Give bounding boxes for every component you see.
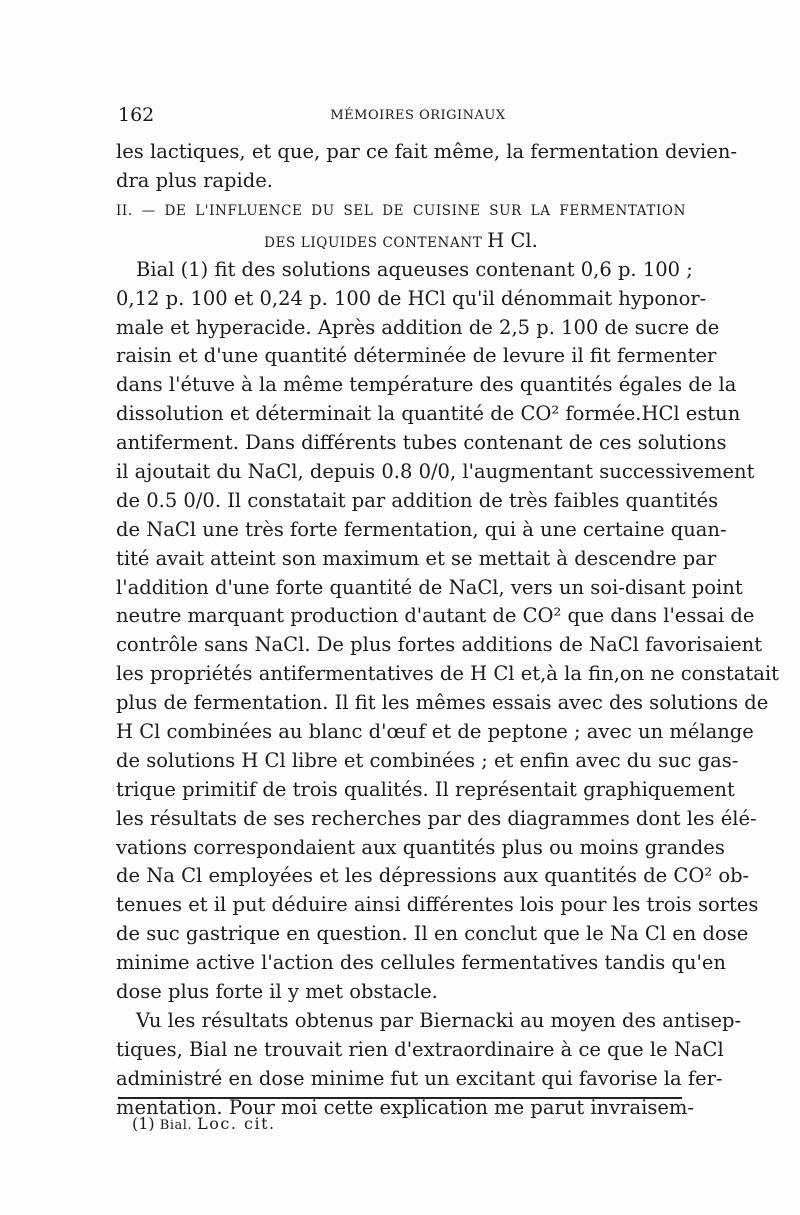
text-line: de suc gastrique en question. Il en conclut que le Na Cl en dose <box>116 922 749 946</box>
text-line: il ajoutait du NaCl, depuis 0.8 0/0, l'augmentant successivement <box>116 460 755 484</box>
text-line: Vu les résultats obtenus par Biernacki au moyen des antisep- <box>136 1008 742 1032</box>
footnote-divider <box>118 1097 682 1099</box>
text-line: vations correspondaient aux quantités plus ou moins grandes <box>116 835 725 859</box>
text-line: dans l'étuve à la même température des quantités égales de la <box>116 373 737 397</box>
section-title: II. — DE L'INFLUENCE DU SEL DE CUISINE SUR LA FERMENTATION <box>116 202 686 219</box>
footnote-number: (1) <box>132 1114 155 1133</box>
running-head: MÉMOIRES ORIGINAUX <box>330 108 506 123</box>
text-line: antiferment. Dans différents tubes contenant de ces solutions <box>116 431 727 455</box>
text-line: trique primitif de trois qualités. Il représentait graphiquement <box>116 777 735 801</box>
page-number: 162 <box>118 104 155 126</box>
text-line: dose plus forte il y met obstacle. <box>116 980 438 1004</box>
section-title-continued <box>116 226 686 256</box>
body-text <box>116 138 779 1123</box>
text-line: Bial (1) fit des solutions aqueuses contenant 0,6 p. 100 ; <box>136 257 693 281</box>
text-line: plus de fermentation. Il fit les mêmes essais avec des solutions de <box>116 691 769 715</box>
page-header <box>118 104 688 130</box>
text-line: minime active l'action des cellules fermentatives tandis qu'en <box>116 951 726 975</box>
text-line: raisin et d'une quantité déterminée de levure il fit fermenter <box>116 344 717 368</box>
text-line: H Cl combinées au blanc d'œuf et de peptone ; avec un mélange <box>116 720 754 744</box>
section-title-formula: H Cl. <box>487 228 538 252</box>
text-line: de Na Cl employées et les dépressions aux quantités de CO² ob- <box>116 864 750 888</box>
text-line: tenues et il put déduire ainsi différentes lois pour les trois sortes <box>116 893 759 917</box>
text-line: administré en dose minime fut un excitant qui favorise la fer- <box>116 1066 723 1090</box>
text-line: neutre marquant production d'autant de CO² que dans l'essai de <box>116 604 755 628</box>
footnote-author: Bial. <box>159 1118 193 1133</box>
text-line: dissolution et déterminait la quantité de CO² formée.HCl estun <box>116 402 741 426</box>
text-line: mentation. Pour moi cette explication me parut invraisem- <box>116 1095 694 1119</box>
text-line: dra plus rapide. <box>116 168 273 192</box>
text-line: 0,12 p. 100 et 0,24 p. 100 de HCl qu'il dénommait hyponor- <box>116 286 707 310</box>
section-title-text: DES LIQUIDES CONTENANT <box>264 234 483 251</box>
text-line: contrôle sans NaCl. De plus fortes additions de NaCl favorisaient <box>116 633 763 657</box>
text-line: les résultats de ses recherches par des diagrammes dont les élé- <box>116 806 757 830</box>
text-line: l'addition d'une forte quantité de NaCl, vers un soi-disant point <box>116 575 743 599</box>
footnote-reference: Loc. cit. <box>197 1114 276 1133</box>
text-line: tiques, Bial ne trouvait rien d'extraordinaire à ce que le NaCl <box>116 1037 724 1061</box>
footnote <box>132 1114 276 1133</box>
text-line: male et hyperacide. Après addition de 2,5 p. 100 de sucre de <box>116 315 720 339</box>
text-line: les lactiques, et que, par ce fait même, la fermentation devien- <box>116 140 737 163</box>
text-line: de solutions H Cl libre et combinées ; et enfin avec du suc gas- <box>116 748 739 772</box>
text-line: tité avait atteint son maximum et se mettait à descendre par <box>116 546 717 570</box>
text-line: les propriétés antifermentatives de H Cl et,à la fin,on ne constatait <box>116 662 779 686</box>
text-line: de NaCl une très forte fermentation, qui à une certaine quan- <box>116 517 727 541</box>
text-line: de 0.5 0/0. Il constatait par addition de très faibles quantités <box>116 488 719 512</box>
